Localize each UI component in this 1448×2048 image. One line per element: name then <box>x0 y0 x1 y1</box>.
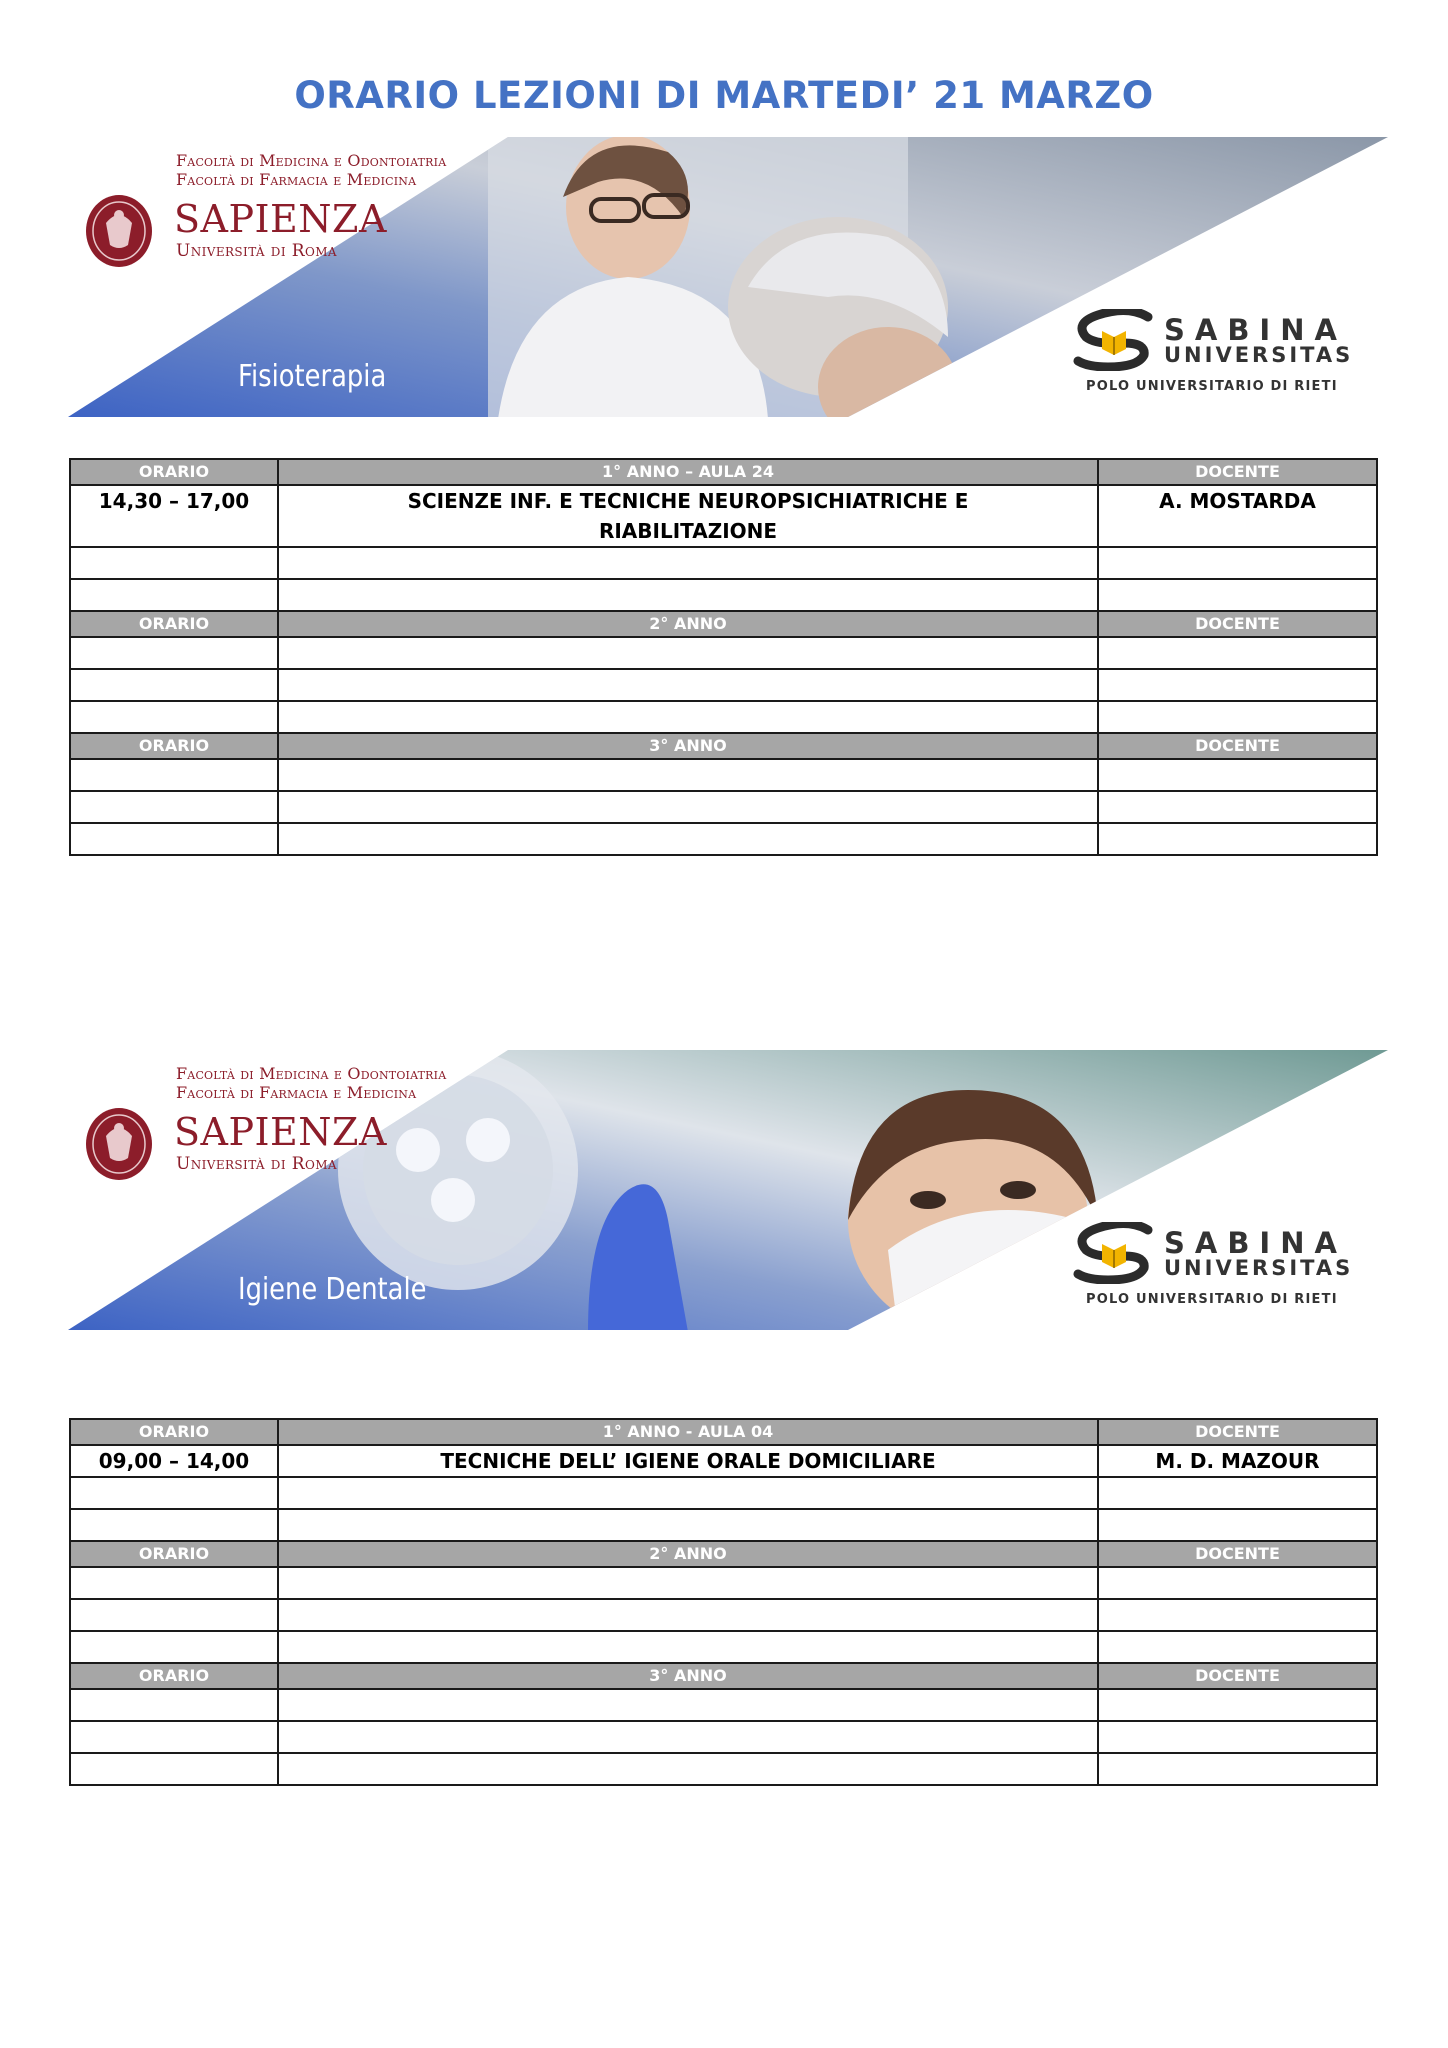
banner-fisioterapia <box>68 137 1388 419</box>
cell-docente <box>1098 547 1377 579</box>
table-header-year3 <box>70 1663 1377 1689</box>
sapienza-subtitle: Università di Roma <box>176 1154 337 1174</box>
table-row <box>70 547 1377 579</box>
sabina-tagline: POLO UNIVERSITARIO DI RIETI <box>1086 379 1338 394</box>
table-header-year1 <box>70 459 1377 485</box>
faculty-line-2: Facoltà di Farmacia e Medicina <box>176 170 417 189</box>
sapienza-name: SAPIENZA <box>174 197 387 241</box>
header-year: 3° ANNO <box>278 1663 1098 1689</box>
course-name: Fisioterapia <box>238 359 387 394</box>
table-row <box>70 823 1377 855</box>
header-year: 2° ANNO <box>278 1541 1098 1567</box>
table-row <box>70 1599 1377 1631</box>
cell-materia <box>278 1477 1098 1509</box>
header-docente: DOCENTE <box>1098 611 1377 637</box>
table-row <box>70 1567 1377 1599</box>
table-row <box>70 1477 1377 1509</box>
cell-orario: 14,30 – 17,00 <box>70 485 278 547</box>
table-row <box>70 1721 1377 1753</box>
table-row <box>70 1509 1377 1541</box>
cell-docente: M. D. MAZOUR <box>1098 1445 1377 1477</box>
cell-docente <box>1098 1509 1377 1541</box>
sabina-subtitle: UNIVERSITAS <box>1164 1256 1354 1280</box>
cell-materia <box>278 547 1098 579</box>
cell-orario <box>70 579 278 611</box>
table-header-year3 <box>70 733 1377 759</box>
table-header-year1 <box>70 1419 1377 1445</box>
cell-docente <box>1098 1477 1377 1509</box>
header-docente: DOCENTE <box>1098 733 1377 759</box>
cell-docente: A. MOSTARDA <box>1098 485 1377 547</box>
faculty-line-1: Facoltà di Medicina e Odontoiatria <box>176 1064 447 1083</box>
cell-orario <box>70 1509 278 1541</box>
cell-materia: SCIENZE INF. E TECNICHE NEUROPSICHIATRICHE E RIABILITAZIONE <box>278 485 1098 547</box>
header-year: 1° ANNO - AULA 04 <box>278 1419 1098 1445</box>
cell-orario: 09,00 – 14,00 <box>70 1445 278 1477</box>
cell-materia: TECNICHE DELL’ IGIENE ORALE DOMICILIARE <box>278 1445 1098 1477</box>
table-row <box>70 1631 1377 1663</box>
header-orario: ORARIO <box>70 1663 278 1689</box>
header-orario: ORARIO <box>70 1541 278 1567</box>
table-row <box>70 579 1377 611</box>
header-orario: ORARIO <box>70 733 278 759</box>
schedule-table-fisioterapia <box>69 458 1378 856</box>
sabina-subtitle: UNIVERSITAS <box>1164 343 1354 367</box>
banner-igiene-dentale <box>68 1050 1388 1332</box>
header-orario: ORARIO <box>70 1419 278 1445</box>
header-docente: DOCENTE <box>1098 1541 1377 1567</box>
cell-orario <box>70 547 278 579</box>
sapienza-seal-icon <box>84 193 154 269</box>
header-year: 3° ANNO <box>278 733 1098 759</box>
header-year: 2° ANNO <box>278 611 1098 637</box>
header-docente: DOCENTE <box>1098 1419 1377 1445</box>
table-row <box>70 637 1377 669</box>
table-row <box>70 669 1377 701</box>
sabina-logo-icon <box>1068 1222 1160 1284</box>
cell-orario <box>70 1477 278 1509</box>
faculty-line-2: Facoltà di Farmacia e Medicina <box>176 1083 417 1102</box>
table-header-year2 <box>70 611 1377 637</box>
header-orario: ORARIO <box>70 611 278 637</box>
course-name: Igiene Dentale <box>238 1272 427 1307</box>
sapienza-name: SAPIENZA <box>174 1110 387 1154</box>
table-header-year2 <box>70 1541 1377 1567</box>
cell-materia <box>278 1509 1098 1541</box>
sabina-logo-icon <box>1068 309 1160 371</box>
sabina-name: SABINA <box>1164 313 1347 347</box>
sabina-tagline: POLO UNIVERSITARIO DI RIETI <box>1086 1292 1338 1307</box>
table-row <box>70 1445 1377 1477</box>
header-docente: DOCENTE <box>1098 459 1377 485</box>
sapienza-seal-icon <box>84 1106 154 1182</box>
table-row <box>70 485 1377 547</box>
table-row <box>70 791 1377 823</box>
header-year: 1° ANNO – AULA 24 <box>278 459 1098 485</box>
sapienza-subtitle: Università di Roma <box>176 241 337 261</box>
schedule-table-igiene-dentale <box>69 1418 1378 1786</box>
cell-materia <box>278 579 1098 611</box>
table-row <box>70 759 1377 791</box>
table-row <box>70 1753 1377 1785</box>
table-row <box>70 1689 1377 1721</box>
header-docente: DOCENTE <box>1098 1663 1377 1689</box>
sabina-name: SABINA <box>1164 1226 1347 1260</box>
table-row <box>70 701 1377 733</box>
cell-docente <box>1098 579 1377 611</box>
header-orario: ORARIO <box>70 459 278 485</box>
faculty-line-1: Facoltà di Medicina e Odontoiatria <box>176 151 447 170</box>
page-title: ORARIO LEZIONI DI MARTEDI’ 21 MARZO <box>294 74 1154 117</box>
